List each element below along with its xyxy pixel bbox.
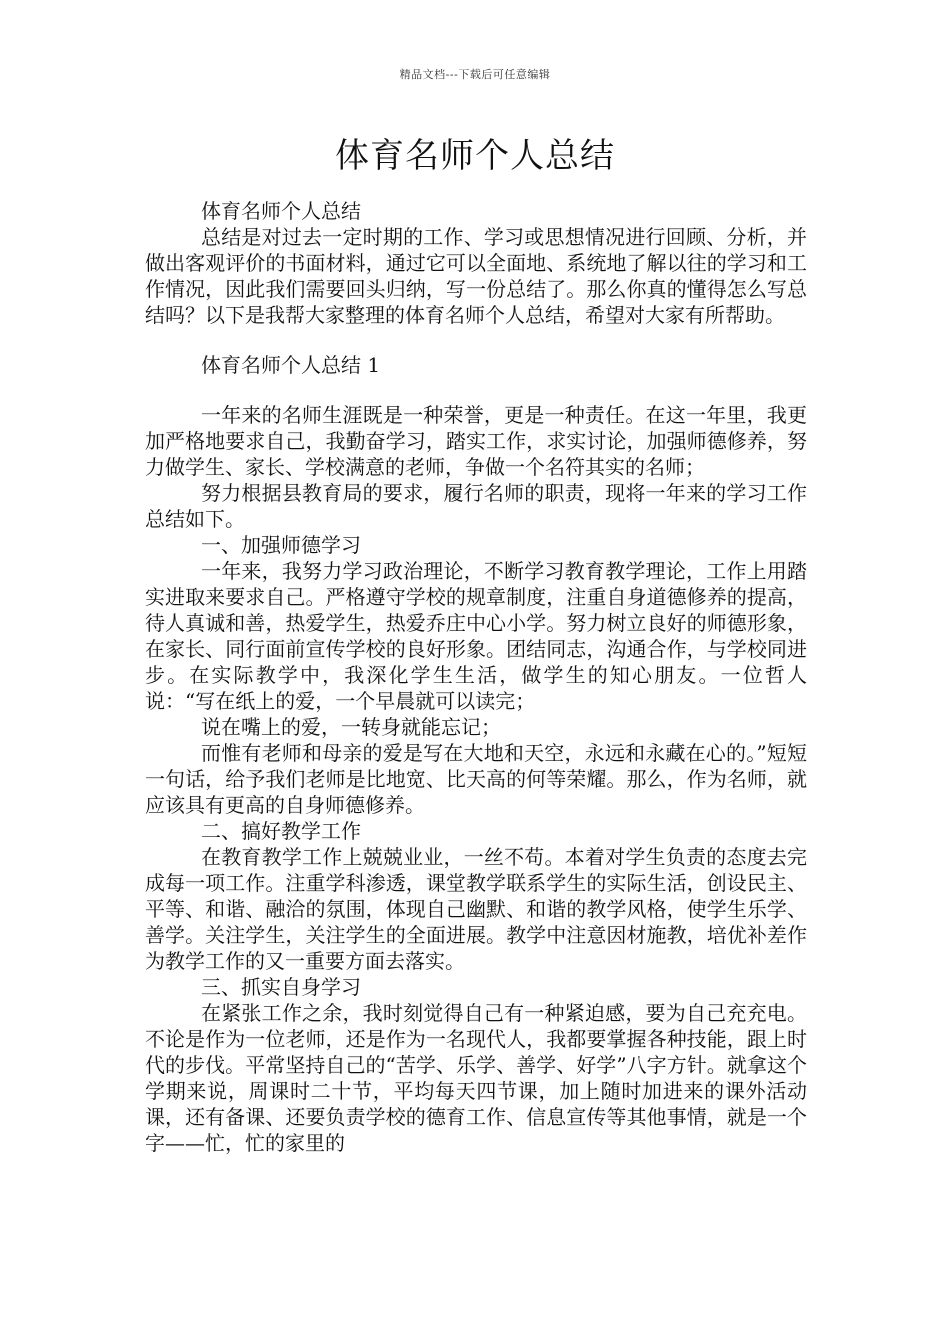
document-body [145,198,807,1156]
body-paragraph: 在教育教学工作上兢兢业业，一丝不苟。本着对学生负责的态度去完成每一项工作。注重学科渗透，课堂教学联系学生的实际生活，创设民主、平等、和谐、融洽的氛围，体现自己幽默、和谐的教学风格，使学生乐学、善学。关注学生，关注学生的全面进展。教学中注意因材施教，培优补差作为教学工作的又一重要方面去落实。 [145,845,807,973]
header-note: 精品文档---下载后可任意编辑 [399,68,551,81]
body-paragraph: 一年来，我努力学习政治理论，不断学习教育教学理论，工作上用踏实进取来要求自己。严格遵守学校的规章制度，注重自身道德修养的提高，待人真诚和善，热爱学生，热爱乔庄中心小学。努力树立良好的师德形象，在家长、同行面前宣传学校的良好形象。团结同志，沟通合作，与学校同进步。在实际教学中，我深化学生生活，做学生的知心朋友。一位哲人说：“写在纸上的爱，一个早晨就可以读完； [145,559,807,713]
body-paragraph: 努力根据县教育局的要求，履行名师的职责，现将一年来的学习工作总结如下。 [145,481,807,531]
body-paragraph: 一年来的名师生涯既是一种荣誉，更是一种责任。在这一年里，我更加严格地要求自己，我勤奋学习，踏实工作，求实讨论，加强师德修养，努力做学生、家长、学校满意的老师，争做一个名符其实的名师； [145,403,807,479]
body-paragraph: 说在嘴上的爱，一转身就能忘记； [201,715,501,739]
subsection-heading: 二、搞好教学工作 [201,819,361,843]
body-paragraph: 在紧张工作之余，我时刻觉得自己有一种紧迫感，要为自己充充电。不论是作为一位老师，还是作为一名现代人，我都要掌握各种技能，跟上时代的步伐。平常坚持自己的“苦学、乐学、善学、好学”八字方针。就拿这个学期来说，周课时二十节，平均每天四节课，加上随时加进来的课外活动课，还有备课、还要负责学校的德育工作、信息宣传等其他事情，就是一个字——忙，忙的家里的 [145,1001,807,1155]
document-title: 体育名师个人总结 [335,136,615,176]
subsection-heading: 三、抓实自身学习 [201,975,361,999]
intro-paragraph: 总结是对过去一定时期的工作、学习或思想情况进行回顾、分析，并做出客观评价的书面材料，通过它可以全面地、系统地了解以往的学习和工作情况，因此我们需要回头归纳，写一份总结了。那么你真的懂得怎么写总结吗？以下是我帮大家整理的体育名师个人总结，希望对大家有所帮助。 [145,225,807,327]
body-paragraph: 而惟有老师和母亲的爱是写在大地和天空，永远和永藏在心的。”短短一句话，给予我们老师是比地宽、比天高的何等荣耀。那么，作为名师，就应该具有更高的自身师德修养。 [145,741,807,817]
spacer [145,378,807,402]
section-heading: 体育名师个人总结 1 [201,353,381,377]
spacer [145,328,807,352]
subsection-heading: 一、加强师德学习 [201,533,361,557]
intro-heading: 体育名师个人总结 [201,199,361,223]
